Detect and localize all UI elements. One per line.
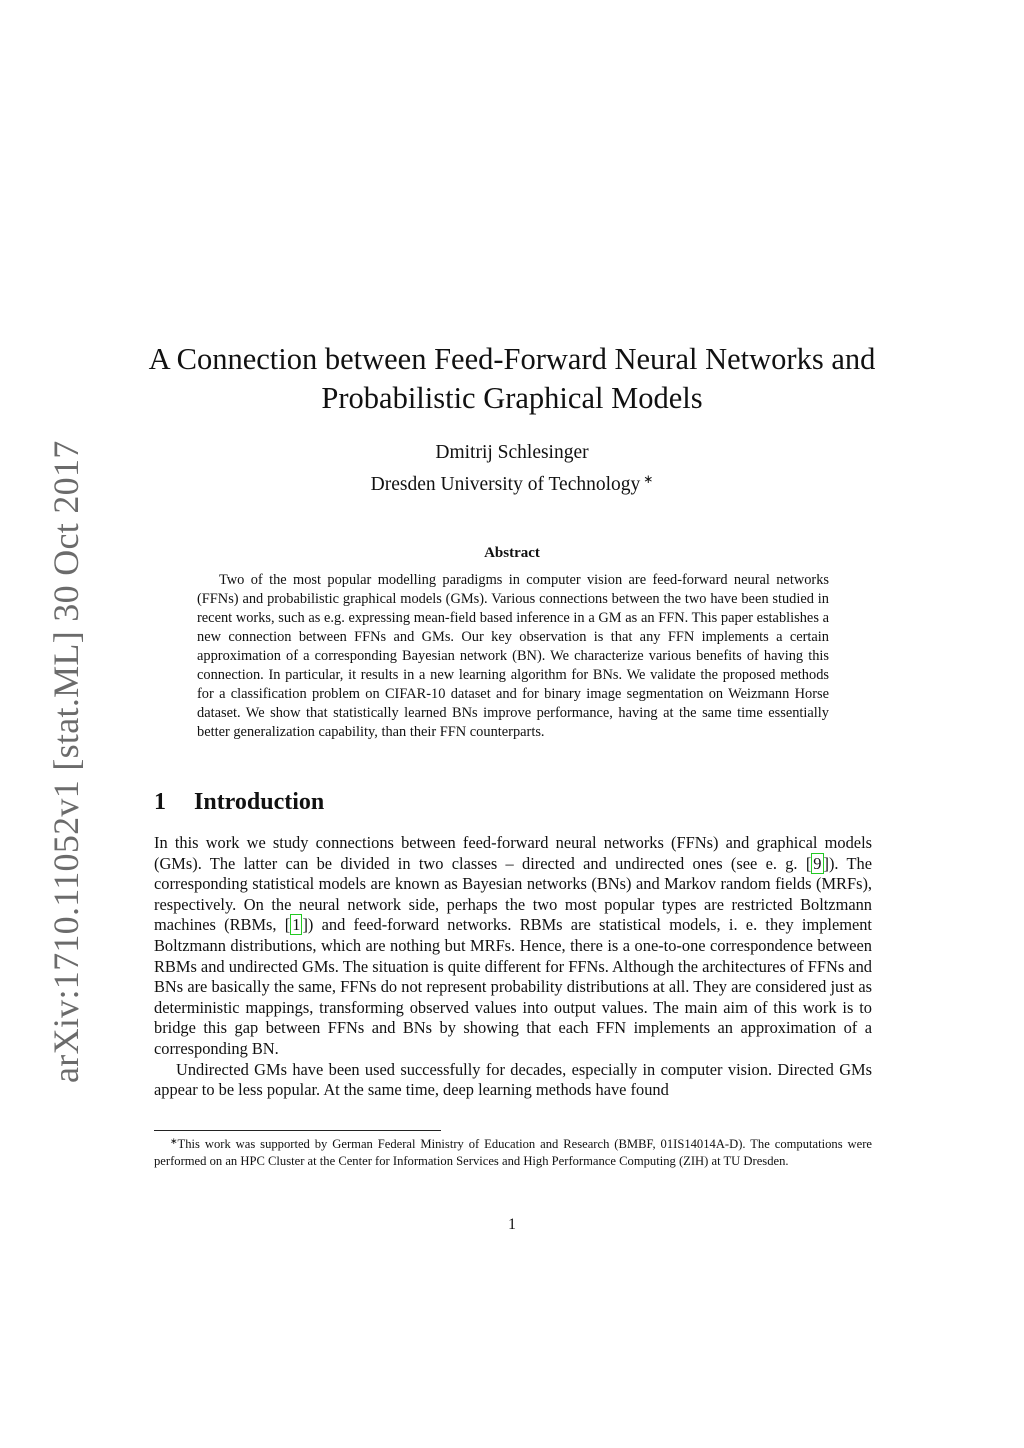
footnote-text: This work was supported by German Federal Ministry of Education and Research (BMBF, 01IS14014A-D). The computations were performed on an HPC Cluster at the Center for Information Services and High Performance Computing (ZIH) at TU Dresden.	[154, 1137, 872, 1168]
footnote-paragraph	[154, 1133, 872, 1170]
section-number: 1	[154, 789, 166, 815]
title-line-2: Probabilistic Graphical Models	[321, 381, 703, 415]
affiliation-footnote-mark[interactable]: ∗	[643, 472, 654, 486]
introduction-body	[154, 833, 872, 1101]
paragraph-text: ]) and feed-forward networks. RBMs are statistical models, i. e. they implement Boltzmann distributions, which are nothing but MRFs. Hence, there is a one-to-one correspondence between RBMs and undirected GMs. The situation is quite different for FFNs. Although the architectures of FFNs and BNs are basically the same, FFNs do not represent probability distributions at all. They are considered just as deterministic mappings, transforming observed values into output values. The main aim of this work is to bridge this gap between FFNs and BNs by showing that each FFN implements an approximation of a corresponding BN.	[154, 915, 872, 1058]
section-heading-introduction	[154, 789, 324, 816]
intro-paragraph-1	[154, 833, 872, 1060]
citation-link-1[interactable]: 1	[292, 915, 301, 935]
abstract-text: Two of the most popular modelling paradigms in computer vision are feed-forward neural networks (FFNs) and probabilistic graphical models (GMs). Various connections between the two have been studied in recent works, such as e.g. expressing mean-field based inference in a GM as an FFN. This paper establishes a new connection between FFNs and GMs. Our key observation is that any FFN implements a certain approximation of a corresponding Bayesian network (BN). We characterize various benefits of having this connection. In particular, it results in a new learning algorithm for BNs. We validate the proposed methods for a classification problem on CIFAR-10 dataset and for binary image segmentation on Weizmann Horse dataset. We show that statistically learned BNs improve performance, having at the same time essentially better generalization capability, than their FFN counterparts.	[197, 572, 829, 740]
section-title: Introduction	[194, 789, 325, 815]
page-number: 1	[508, 1216, 516, 1233]
footnote-mark: ∗	[170, 1136, 178, 1146]
arxiv-identifier-stamp: arXiv:1710.11052v1 [stat.ML] 30 Oct 2017	[46, 440, 86, 1083]
author-block	[140, 440, 884, 498]
abstract-heading: Abstract	[484, 545, 540, 561]
citation-link-9[interactable]: 9	[813, 853, 822, 873]
author-name: Dmitrij Schlesinger	[435, 442, 589, 463]
paragraph-text: ]). The corresponding statistical models are known as Bayesian networks (BNs) and Markov random fields (MRFs), respectively. On the neural network side, perhaps the two most popular types are restricted Boltzmann machines (RBMs, [	[154, 853, 872, 935]
title-line-1: A Connection between Feed-Forward Neural Networks and	[148, 342, 876, 376]
author-affiliation: Dresden University of Technology	[370, 474, 641, 495]
paragraph-text: In this work we study connections between feed-forward neural networks (FFNs) and graphical models (GMs). The latter can be divided in two classes – directed and undirected ones (see e. g. [	[154, 833, 872, 873]
footnote	[154, 1133, 872, 1170]
intro-paragraph-2: Undirected GMs have been used successfully for decades, especially in computer vision. Directed GMs appear to be less popular. At the same time, deep learning methods have found	[154, 1059, 872, 1100]
author-affiliation-line	[140, 466, 884, 498]
footnote-divider	[154, 1130, 441, 1131]
paper-title	[140, 340, 884, 418]
